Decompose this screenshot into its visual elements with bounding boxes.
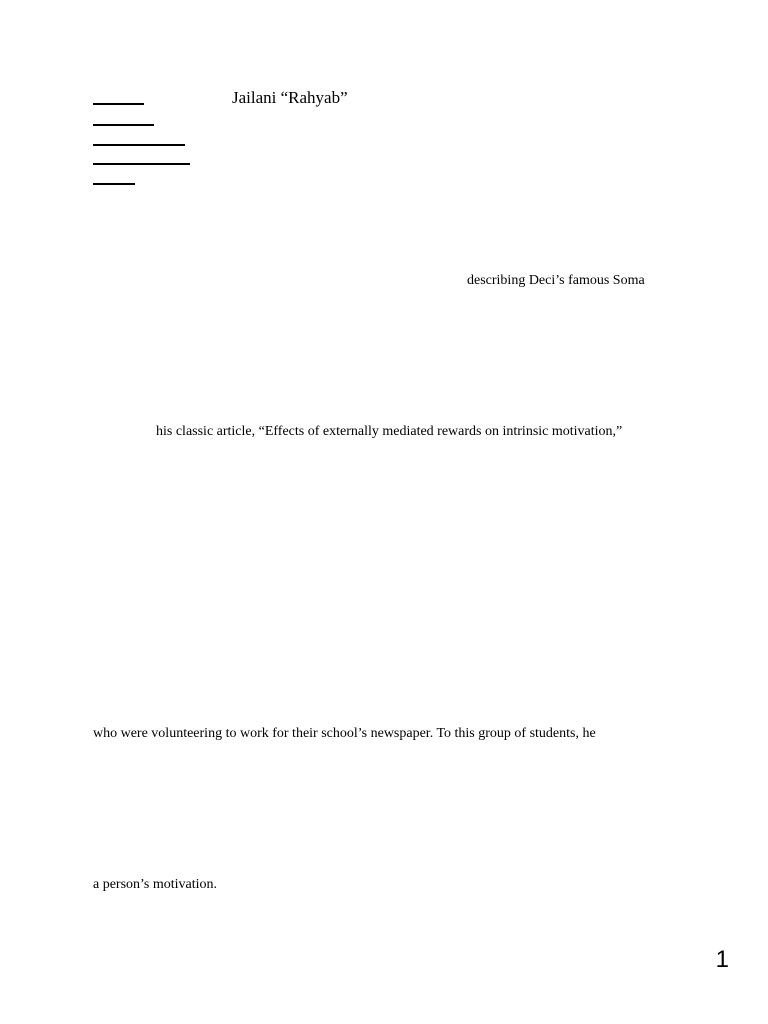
redaction-line [93,163,190,165]
redaction-line [93,144,185,146]
body-line: who were volunteering to work for their school’s newspaper. To this group of students, he [93,726,596,741]
redaction-line [93,103,144,105]
author-name: Jailani “Rahyab” [232,88,348,107]
page-number: 1 [715,946,729,973]
body-line: his classic article, “Effects of externally mediated rewards on intrinsic motivation,” [156,424,623,439]
body-line: a person’s motivation. [93,877,218,892]
redaction-line [93,124,154,126]
body-line: describing Deci’s famous Soma [467,273,645,288]
redaction-line [93,183,135,185]
